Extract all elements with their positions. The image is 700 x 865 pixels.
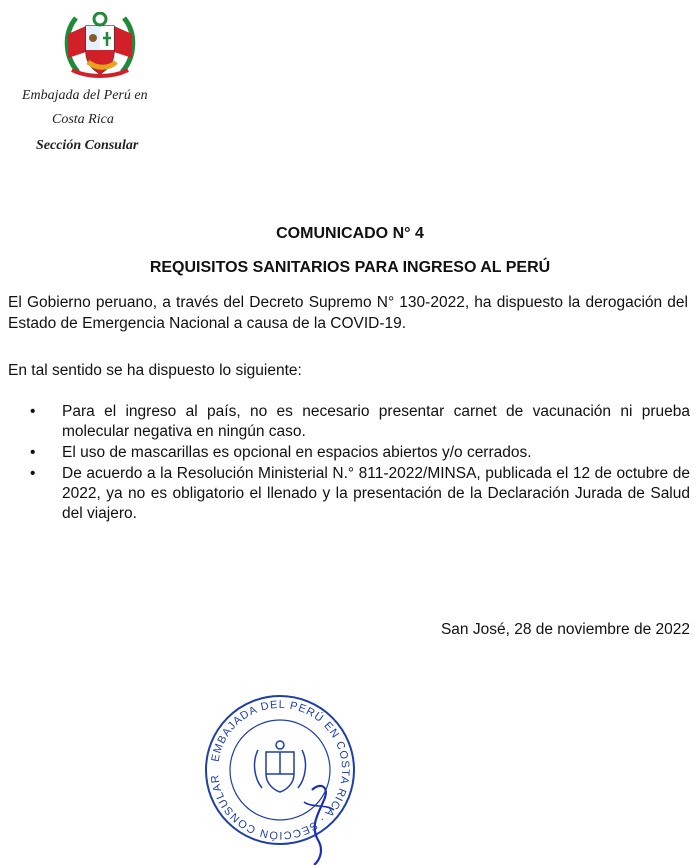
document-subtitle: REQUISITOS SANITARIOS PARA INGRESO AL PERÚ [149,259,551,276]
list-item-text: Para el ingreso al país, no es necesario presentar carnet de vacunación ni prueba molecular negativa en ningún caso. [62,403,690,440]
consular-seal-stamp [200,690,360,865]
list-item-text: El uso de mascarillas es opcional en espacios abiertos y/o cerrados. [62,444,532,461]
list-item [30,464,690,524]
list-item-text: De acuerdo a la Resolución Ministerial N.° 811-2022/MINSA, publicada el 12 de octubre de 2022, ya no es obligatorio el llenado y la presentación de la Declaración Jurada de Salud del viajero. [62,465,690,522]
requirements-list [30,402,690,525]
coat-of-arms-icon [58,12,142,84]
letterhead-section: Sección Consular [36,138,139,153]
seal-coat-icon [255,741,306,792]
letterhead-embassy: Embajada del Perú en [22,88,148,103]
seal-text: EMBAJADA DEL PERÚ EN COSTA RICA · SECCIÓN CONSULAR [209,698,352,842]
intro-paragraph: El Gobierno peruano, a través del Decreto Supremo N° 130-2022, ha dispuesto la derogación del Estado de Emergencia Nacional a causa de la COVID-19. [8,294,688,332]
letterhead-country: Costa Rica [52,112,114,127]
document-title: COMUNICADO N° 4 [276,225,424,242]
list-item [30,402,690,442]
place-and-date: San José, 28 de noviembre de 2022 [440,621,690,638]
bullet: • [30,403,36,420]
bullet: • [30,444,36,461]
lead-paragraph: En tal sentido se ha dispuesto lo siguiente: [8,362,302,379]
list-item [30,443,690,463]
bullet: • [30,465,36,482]
